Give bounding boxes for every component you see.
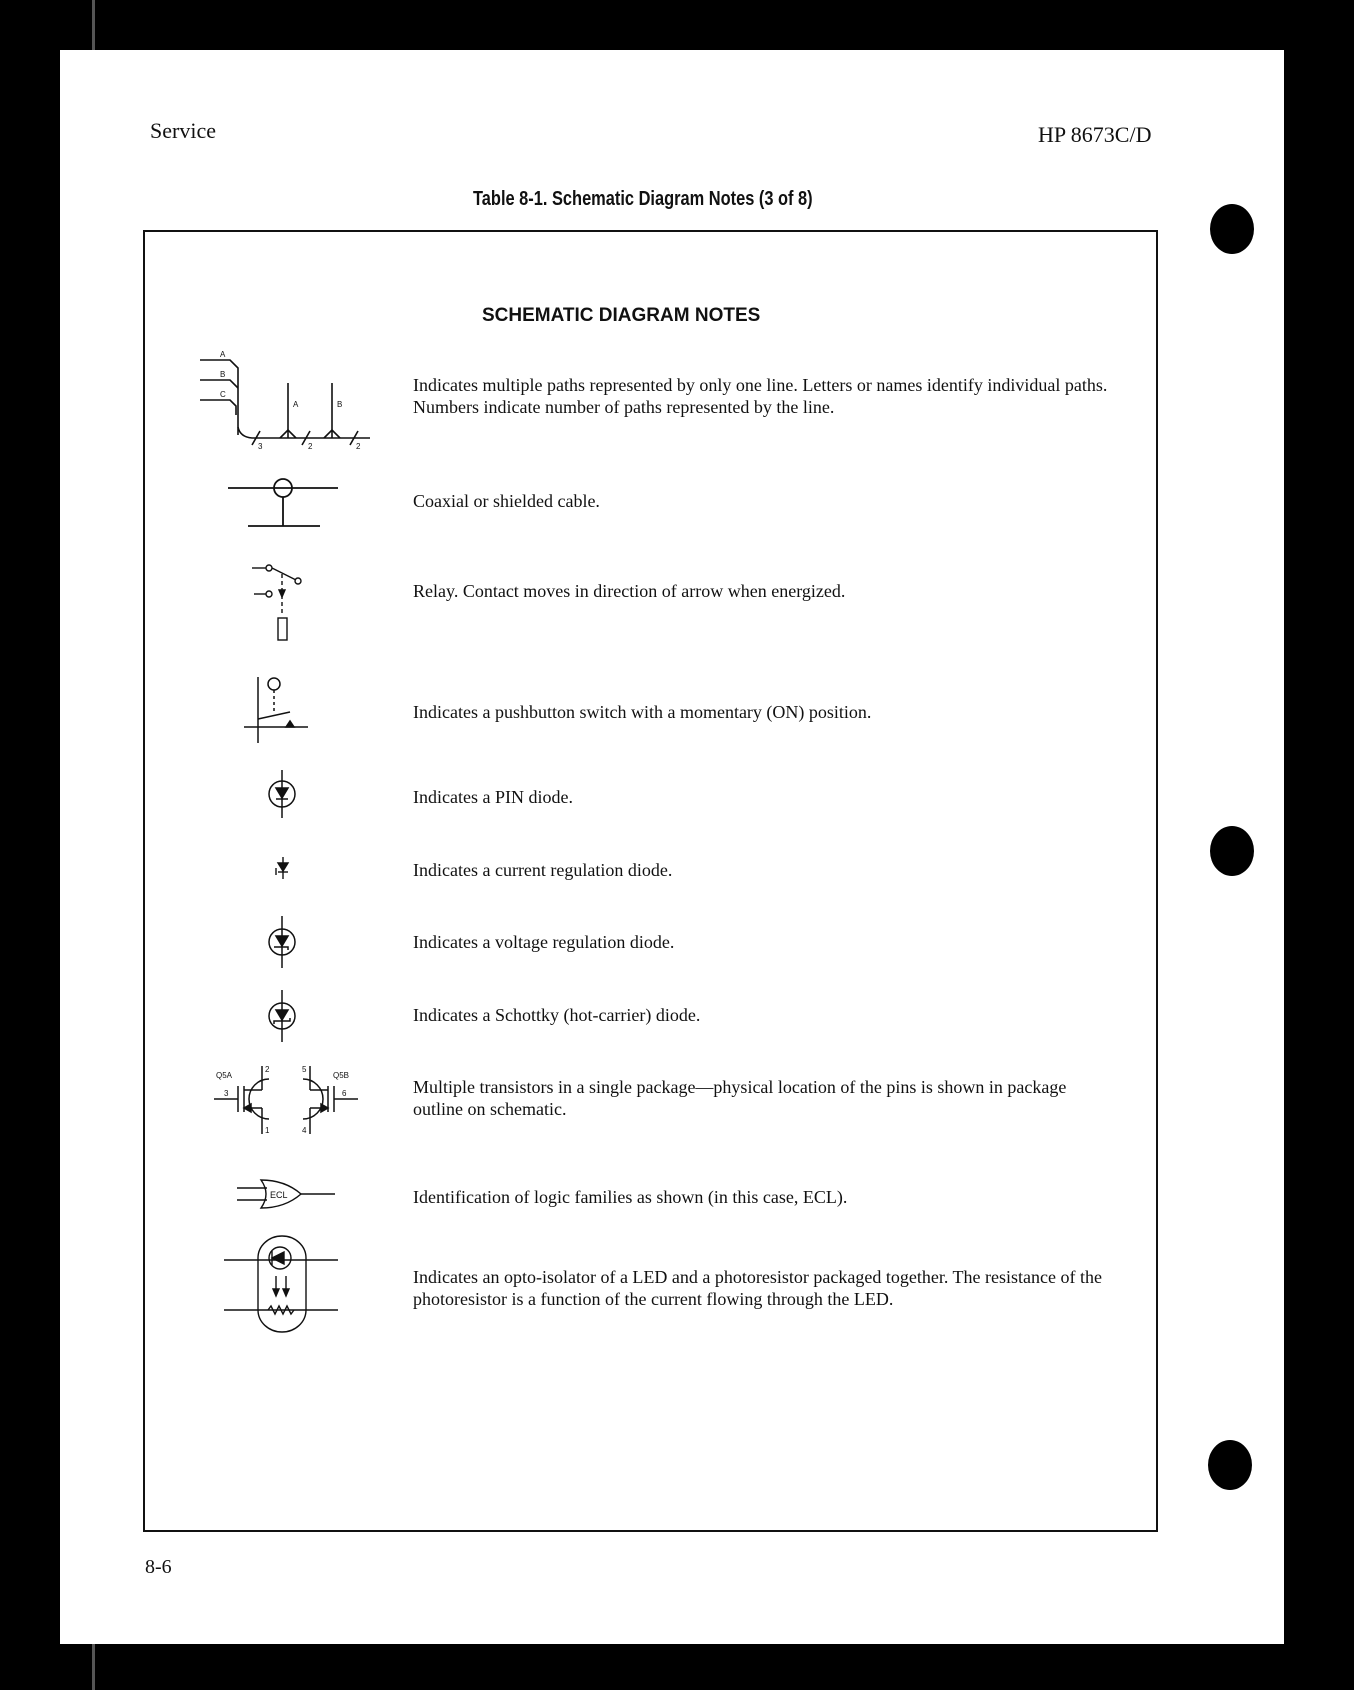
path-count-2b: 2 (356, 442, 361, 451)
note-text-9: Multiple transistors in a single package—physical location of the pins is shown in package outline on schematic. (413, 1077, 1067, 1119)
punch-hole-top (1210, 204, 1254, 254)
transistor-label-q5b: Q5B (333, 1071, 350, 1080)
relay-icon (252, 560, 308, 644)
logic-family-label: ECL (270, 1190, 288, 1200)
path-label-b: B (220, 370, 226, 379)
current-regulation-diode-icon (274, 857, 292, 879)
note-text-2: Coaxial or shielded cable. (413, 491, 600, 511)
header-section: Service (150, 118, 216, 143)
note-text-4: Indicates a pushbutton switch with a momentary (ON) position. (413, 702, 872, 722)
note-text-7: Indicates a voltage regulation diode. (413, 932, 675, 952)
path-label-c: C (220, 390, 226, 399)
page-number: 8-6 (145, 1556, 172, 1578)
logic-gate-ecl-icon (237, 1176, 337, 1212)
pin-label-1: 1 (265, 1126, 270, 1135)
binding-edge-bottom (92, 1644, 95, 1690)
pin-label-6: 6 (342, 1089, 347, 1098)
coaxial-cable-icon (228, 474, 340, 530)
notes-heading: SCHEMATIC DIAGRAM NOTES (482, 305, 761, 326)
note-text-3: Relay. Contact moves in direction of arrow when energized. (413, 581, 846, 601)
table-title: Table 8-1. Schematic Diagram Notes (3 of 8) (473, 188, 813, 210)
branch-label-a: A (293, 400, 299, 409)
pin-label-5: 5 (302, 1065, 307, 1074)
opto-isolator-icon (224, 1236, 340, 1336)
punch-hole-middle (1210, 826, 1254, 876)
transistor-label-q5a: Q5A (216, 1071, 233, 1080)
note-text-11: Indicates an opto-isolator of a LED and a photoresistor packaged together. The resistance of the photoresistor is a function of the current flowing through the LED. (413, 1267, 1102, 1309)
note-text-8: Indicates a Schottky (hot-carrier) diode. (413, 1005, 701, 1025)
schottky-diode-icon (265, 990, 299, 1042)
path-count-3: 3 (258, 442, 263, 451)
note-text-6: Indicates a current regulation diode. (413, 860, 673, 880)
pin-diode-icon (265, 770, 299, 818)
dual-transistor-icon (214, 1062, 358, 1136)
pin-label-3: 3 (224, 1089, 229, 1098)
pushbutton-switch-icon (244, 675, 310, 743)
note-text-5: Indicates a PIN diode. (413, 787, 573, 807)
pin-label-4: 4 (302, 1126, 307, 1135)
path-count-2a: 2 (308, 442, 313, 451)
voltage-regulation-diode-icon (265, 916, 299, 968)
header-model: HP 8673C/D (1038, 122, 1152, 147)
note-text-10: Identification of logic families as shown (in this case, ECL). (413, 1187, 848, 1207)
pin-label-2: 2 (265, 1065, 270, 1074)
multiple-paths-line-icon (200, 345, 380, 451)
binding-edge-top (92, 0, 95, 50)
note-text-1: Indicates multiple paths represented by only one line. Letters or names identify individual paths. Numbers indicate number of paths represented by the line. (413, 375, 1108, 417)
branch-label-b: B (337, 400, 343, 409)
punch-hole-bottom (1208, 1440, 1252, 1490)
path-label-a: A (220, 350, 226, 359)
